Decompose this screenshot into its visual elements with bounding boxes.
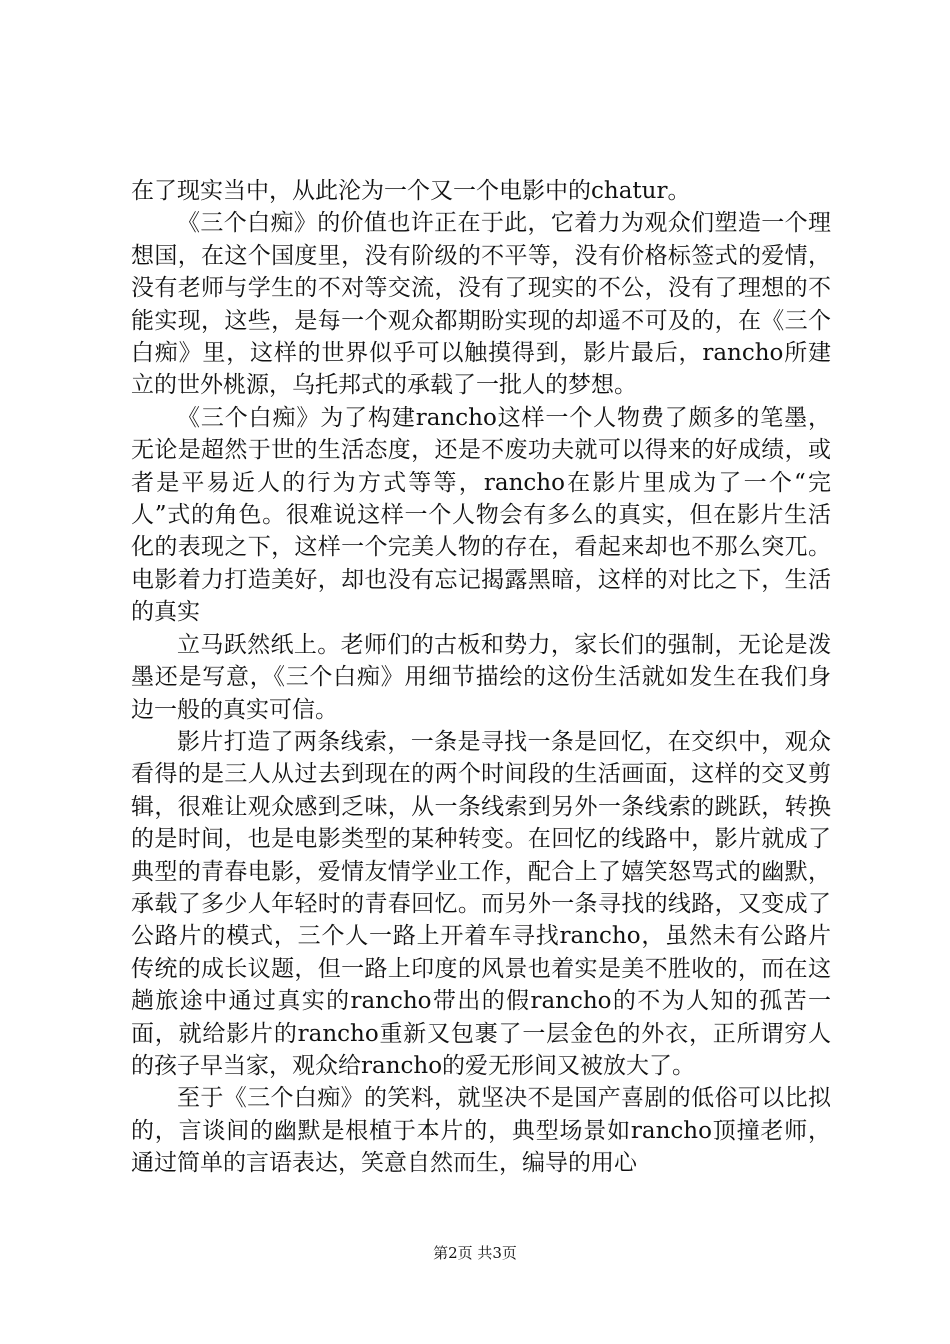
paragraph-1: 在了现实当中，从此沦为一个又一个电影中的chatur。	[131, 178, 691, 204]
body-text	[131, 175, 831, 1180]
paragraph-3: 《三个白痴》为了构建rancho这样一个人物费了颇多的笔墨，无论是超然于世的生活态度，还是不废功夫就可以得来的好成绩，或者是平易近人的行为方式等等，rancho在影片里成为了一个“完人”式的角色。很难说这样一个人物会有多么的真实，但在影片生活化的表现之下，这样一个完美人物的存在，看起来却也不那么突兀。电影着力打造美好，却也没有忘记揭露黑暗，这样的对比之下，生活的真实	[131, 404, 831, 626]
page-footer: 第2页 共3页	[433, 1244, 517, 1262]
paragraph-4: 立马跃然纸上。老师们的古板和势力，家长们的强制，无论是泼墨还是写意，《三个白痴》用细节描绘的这份生活就如发生在我们身边一般的真实可信。	[131, 631, 831, 723]
paragraph-5: 影片打造了两条线索，一条是寻找一条是回忆，在交织中，观众看得的是三人从过去到现在的两个时间段的生活画面，这样的交叉剪辑，很难让观众感到乏味，从一条线索到另外一条线索的跳跃，转换的是时间，也是电影类型的某种转变。在回忆的线路中，影片就成了典型的青春电影，爱情友情学业工作，配合上了嬉笑怒骂式的幽默，承载了多少人年轻时的青春回忆。而另外一条寻找的线路，又变成了公路片的模式，三个人一路上开着车寻找rancho，虽然未有公路片传统的成长议题，但一路上印度的风景也着实是美不胜收的，而在这趟旅途中通过真实的rancho带出的假rancho的不为人知的孤苦一面，就给影片的rancho重新又包裹了一层金色的外衣，正所谓穷人的孩子早当家，观众给rancho的爱无形间又被放大了。	[131, 728, 831, 1079]
paragraph-6: 至于《三个白痴》的笑料，就坚决不是国产喜剧的低俗可以比拟的，言谈间的幽默是根植于本片的，典型场景如rancho顶撞老师，通过简单的言语表达，笑意自然而生，编导的用心	[131, 1085, 831, 1177]
paragraph-2: 《三个白痴》的价值也许正在于此，它着力为观众们塑造一个理想国，在这个国度里，没有阶级的不平等，没有价格标签式的爱情，没有老师与学生的不对等交流，没有了现实的不公，没有了理想的不能实现，这些，是每一个观众都期盼实现的却遥不可及的，在《三个白痴》里，这样的世界似乎可以触摸得到，影片最后，rancho所建立的世外桃源，乌托邦式的承载了一批人的梦想。	[131, 210, 831, 399]
